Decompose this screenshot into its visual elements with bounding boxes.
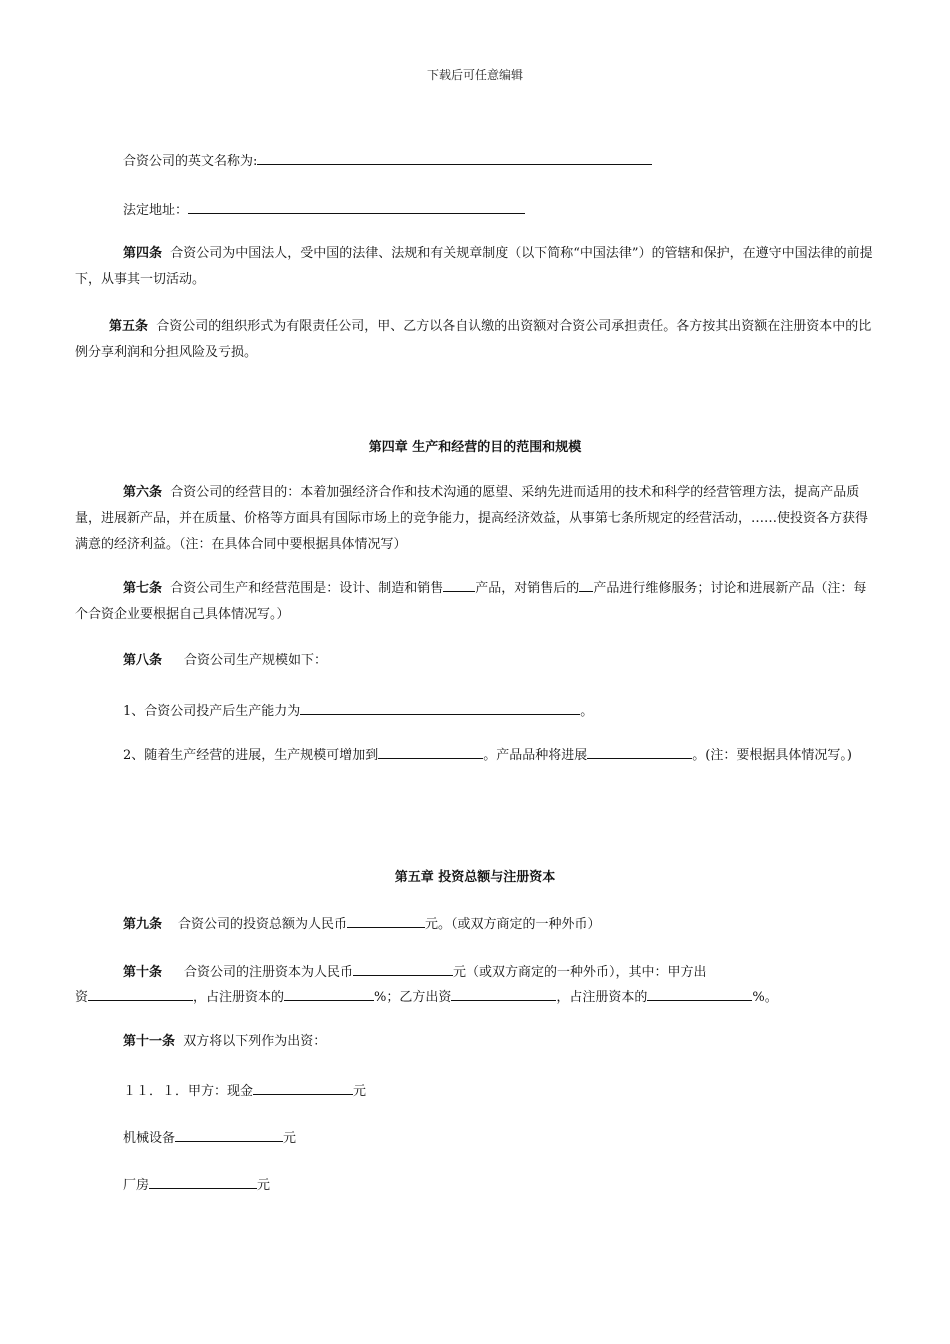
article-7-text-b: 产品，对销售后的 [475,581,580,596]
party-b-contribution-blank [451,986,556,1001]
item-11-1-text: １１．１．甲方：现金 [123,1084,254,1099]
article-8 [123,651,327,671]
article-7 [75,576,875,628]
article-5-title: 第五条 [109,319,149,334]
plant-end: 元 [257,1178,271,1193]
cash-blank [253,1080,353,1095]
article-5-text: 合资公司的组织形式为有限责任公司，甲、乙方以各自认缴的出资额对合资公司承担责任。各方按其出资额在注册资本中的比例分享利润和分担风险及亏损。 [75,319,872,360]
address-label: 法定地址： [123,203,189,218]
page-header: 下载后可任意编辑 [426,68,523,82]
article-7-blank-2 [579,577,593,592]
article-8-item-2-text-c: 。(注：要根据具体情况写。) [692,748,852,763]
address-line [123,199,525,221]
article-7-text-a: 合资公司生产和经营范围是：设计、制造和销售 [170,581,444,596]
article-11-text: 双方将以下列作为出资： [183,1034,327,1049]
article-8-item-2 [75,743,875,769]
machinery-blank [175,1127,283,1142]
article-10-text-c: 资 [75,990,89,1005]
item-11-1 [123,1080,366,1102]
total-investment-blank [347,913,425,928]
article-4-text: 合资公司为中国法人，受中国的法律、法规和有关规章制度（以下简称“中国法律”）的管辖和保护，在遵守中国法律的前提下，从事其一切活动。 [75,246,873,287]
article-9-end: 元。（或双方商定的一种外币） [425,917,601,932]
plant-blank [149,1174,257,1189]
article-10-line-2 [75,986,778,1008]
article-10-text-e: %；乙方出资 [374,990,452,1005]
party-a-contribution-blank [88,986,193,1001]
machinery-line [123,1127,296,1149]
article-7-blank-1 [443,577,475,592]
article-9-text: 合资公司的投资总额为人民币 [178,917,348,932]
article-8-text: 合资公司生产规模如下： [184,653,328,668]
article-8-item-2-text-a: 2、随着生产经营的进展，生产规模可增加到 [123,748,379,763]
article-4-title: 第四条 [123,246,163,261]
article-5 [75,314,875,366]
article-10-text-f: ，占注册资本的 [556,990,648,1005]
item-11-1-end: 元 [353,1084,367,1099]
capacity-blank [300,700,580,715]
article-9 [123,913,601,935]
article-9-title: 第九条 [123,917,163,932]
article-10-text-g: %。 [752,990,778,1005]
article-11 [123,1032,326,1052]
article-6-text: 合资公司的经营目的：本着加强经济合作和技术沟通的愿望、采纳先进而适用的技术和科学的经营管理方法，提高产品质量，进展新产品，并在质量、价格等方面具有国际市场上的竞争能力，提高经济效益，从事第七条所规定的经营活动，……使投资各方获得满意的经济利益。（注：在具体合同中要根据具体情况写） [75,485,869,552]
chapter-5-heading: 第五章 投资总额与注册资本 [394,870,556,885]
machinery-end: 元 [283,1131,297,1146]
article-10-line-1 [123,961,707,983]
machinery-text: 机械设备 [123,1131,176,1146]
article-6 [75,480,875,558]
article-8-item-1 [123,700,593,722]
article-8-item-2-text-b: 。产品品种将进展 [483,748,588,763]
article-7-text-c: 产品进行维修服务；讨论和进展新产品（注：每个合资企业要根据自己具体情况写。） [75,581,867,622]
address-blank [188,199,525,214]
english-name-blank [257,150,652,165]
registered-capital-blank [353,961,453,976]
article-8-item-1-text: 1、合资公司投产后生产能力为 [123,704,301,719]
article-11-title: 第十一条 [123,1034,176,1049]
article-10-title: 第十条 [123,965,163,980]
party-a-percent-blank [284,986,374,1001]
article-8-title: 第八条 [123,653,163,668]
article-10-text-b: 元（或双方商定的一种外币），其中：甲方出 [453,965,707,980]
party-b-percent-blank [647,986,752,1001]
article-10-text-d: ，占注册资本的 [193,990,285,1005]
plant-text: 厂房 [123,1178,150,1193]
scale-blank [378,744,483,759]
chapter-4-heading: 第四章 生产和经营的目的范围和规模 [368,440,582,455]
article-10-text-a: 合资公司的注册资本为人民币 [184,965,354,980]
english-name-label: 合资公司的英文名称为: [123,154,258,169]
article-6-title: 第六条 [123,485,163,500]
product-variety-blank [587,744,692,759]
article-8-item-1-end: 。 [580,704,594,719]
english-name-line [123,150,652,172]
article-4 [75,241,875,293]
article-7-title: 第七条 [123,581,163,596]
plant-line [123,1174,270,1196]
